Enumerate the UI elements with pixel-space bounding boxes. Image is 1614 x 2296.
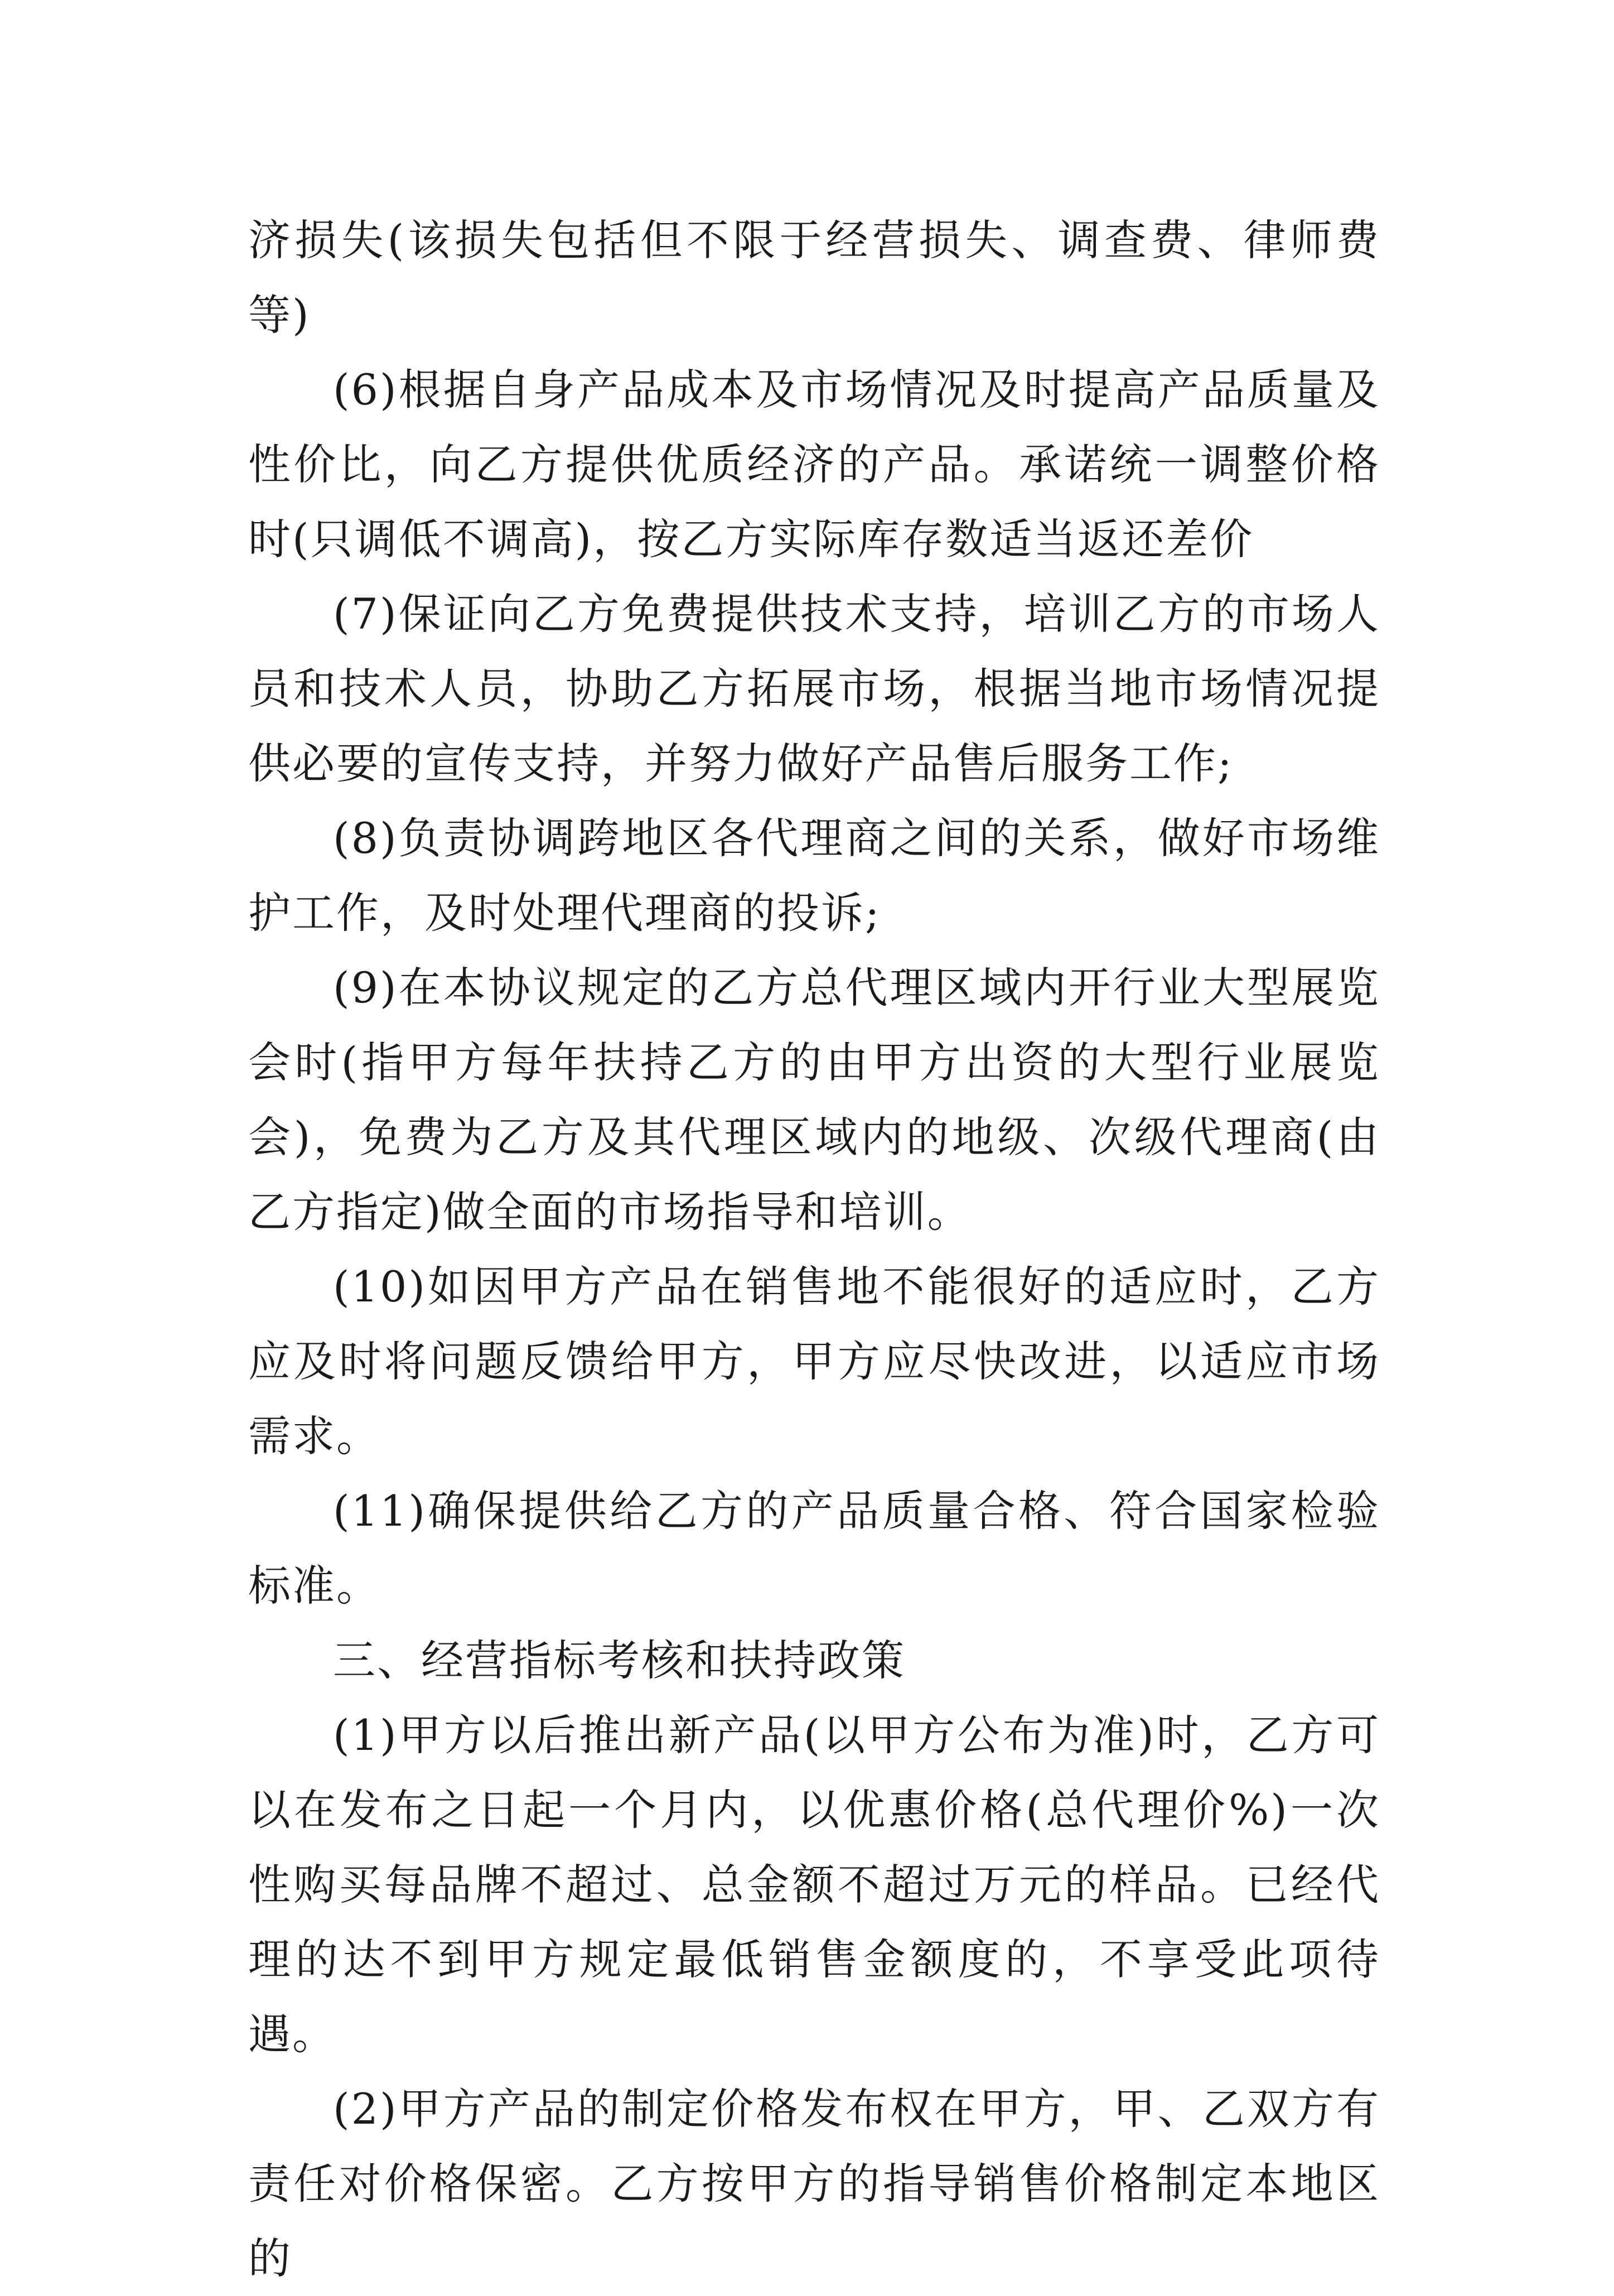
section-heading-3: 三、经营指标考核和扶持政策 [333,1636,906,1685]
paragraph-clause-9: (9)在本协议规定的乙方总代理区域内开行业大型展览会时(指甲方每年扶持乙方的由甲方出资的大型行业展览会)，免费为乙方及其代理区域内的地级、次级代理商(由乙方指定)做全面的市场指导和培训。 [248,963,1380,1237]
paragraph-clause-7: (7)保证向乙方免费提供技术支持，培训乙方的市场人员和技术人员，协助乙方拓展市场，根据当地市场情况提供必要的宣传支持，并努力做好产品售后服务工作; [248,589,1380,788]
paragraph-clause-10: (10)如因甲方产品在销售地不能很好的适应时，乙方应及时将问题反馈给甲方，甲方应尽快改进，以适应市场需求。 [248,1262,1380,1461]
paragraph-section3-clause-2: (2)甲方产品的制定价格发布权在甲方，甲、乙双方有责任对价格保密。乙方按甲方的指导销售价格制定本地区的 [248,2084,1380,2283]
paragraph-section3-clause-1: (1)甲方以后推出新产品(以甲方公布为准)时，乙方可以在发布之日起一个月内，以优惠价格(总代理价%)一次性购买每品牌不超过、总金额不超过万元的样品。已经代理的达不到甲方规定最低销售金额度的，不享受此项待遇。 [248,1710,1380,2059]
paragraph-continuation: 济损失(该损失包括但不限于经营损失、调查费、律师费等) [248,215,1380,340]
paragraph-clause-6: (6)根据自身产品成本及市场情况及时提高产品质量及性价比，向乙方提供优质经济的产品。承诺统一调整价格时(只调低不调高)，按乙方实际库存数适当返还差价 [248,365,1380,564]
document-body [248,203,1380,2296]
paragraph-clause-8: (8)负责协调跨地区各代理商之间的关系，做好市场维护工作，及时处理代理商的投诉; [248,813,1380,938]
paragraph-clause-11: (11)确保提供给乙方的产品质量合格、符合国家检验标准。 [248,1486,1380,1610]
